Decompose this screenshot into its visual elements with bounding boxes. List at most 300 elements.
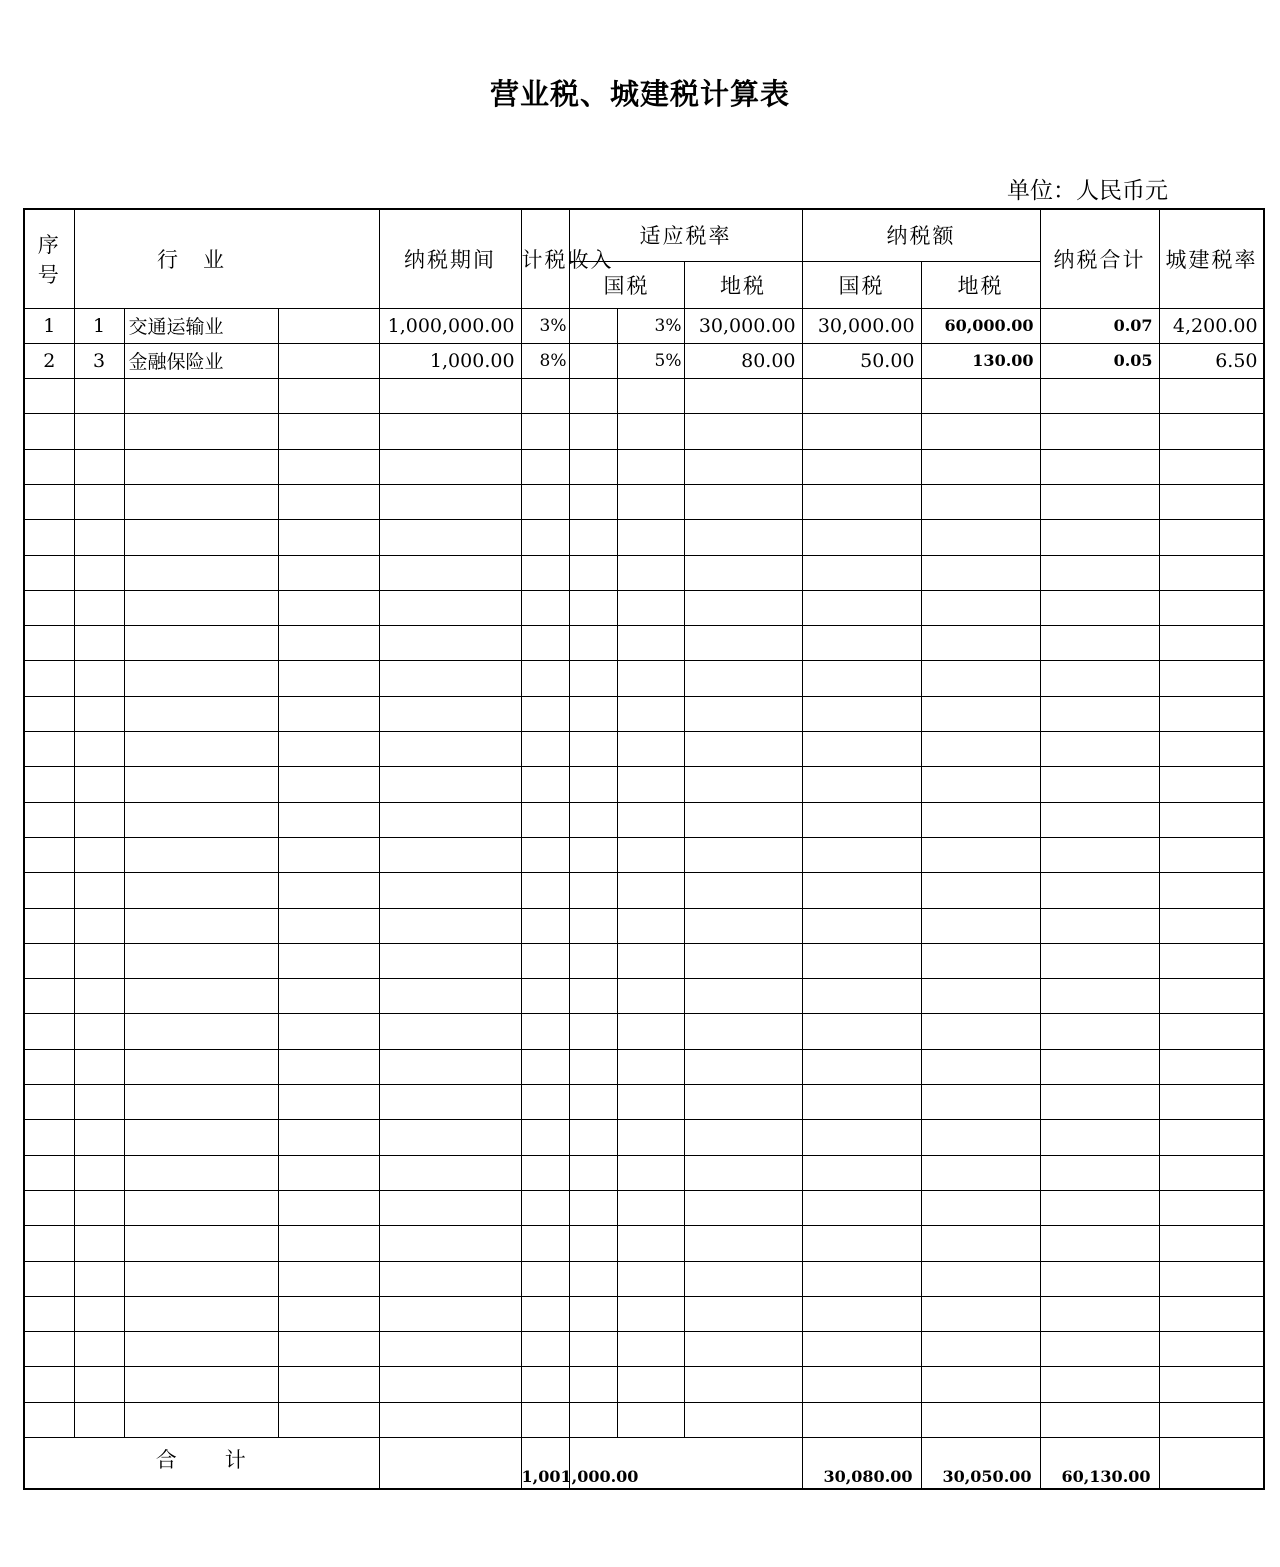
rate-national-cell	[521, 449, 569, 484]
income-cell	[379, 1367, 521, 1402]
seq-cell	[24, 943, 74, 978]
tax-local-cell	[802, 1402, 921, 1437]
period-cell	[278, 484, 379, 519]
tax-local-cell	[802, 837, 921, 872]
empty-row	[24, 520, 1264, 555]
industry-cell	[124, 555, 278, 590]
tax-total-cell	[921, 484, 1040, 519]
code-cell	[74, 626, 124, 661]
tax-national-cell	[684, 449, 802, 484]
code-cell	[74, 449, 124, 484]
rate-blank-cell	[569, 661, 617, 696]
rate-national-cell	[521, 484, 569, 519]
rate-local-cell	[617, 449, 684, 484]
tax-total-cell	[921, 1332, 1040, 1367]
city-rate-cell	[1040, 590, 1159, 625]
city-tax-cell	[1159, 661, 1264, 696]
tax-national-cell	[684, 626, 802, 661]
code-cell	[74, 1226, 124, 1261]
code-cell	[74, 767, 124, 802]
tax-total-cell	[921, 873, 1040, 908]
seq-cell	[24, 1296, 74, 1331]
table-row	[24, 343, 1264, 378]
tax-national-cell	[684, 1155, 802, 1190]
income-cell	[379, 1261, 521, 1296]
period-cell	[278, 837, 379, 872]
industry-cell	[124, 1120, 278, 1155]
empty-row	[24, 873, 1264, 908]
rate-national-cell	[521, 943, 569, 978]
city-tax-cell	[1159, 873, 1264, 908]
industry-cell	[124, 732, 278, 767]
seq-cell	[24, 1085, 74, 1120]
city-tax-cell	[1159, 626, 1264, 661]
seq-cell	[24, 1226, 74, 1261]
city-tax-cell	[1159, 1226, 1264, 1261]
rate-blank-cell	[569, 379, 617, 414]
tax-local-cell	[802, 873, 921, 908]
period-cell	[278, 979, 379, 1014]
empty-row	[24, 1120, 1264, 1155]
income-cell: 1,000,000.00	[379, 308, 521, 343]
empty-row	[24, 1014, 1264, 1049]
rate-blank-cell	[569, 590, 617, 625]
tax-total-cell	[921, 661, 1040, 696]
industry-cell	[124, 449, 278, 484]
industry-cell: 交通运输业	[124, 308, 278, 343]
rate-blank-cell	[569, 802, 617, 837]
empty-row	[24, 1402, 1264, 1437]
empty-row	[24, 802, 1264, 837]
header-rate-local: 地税	[684, 261, 802, 308]
city-tax-cell	[1159, 1155, 1264, 1190]
tax-local-cell	[802, 590, 921, 625]
period-cell	[278, 1085, 379, 1120]
rate-blank-cell	[569, 1085, 617, 1120]
city-rate-cell	[1040, 732, 1159, 767]
city-tax-cell	[1159, 414, 1264, 449]
code-cell	[74, 1332, 124, 1367]
city-tax-cell	[1159, 590, 1264, 625]
city-rate-cell	[1040, 1332, 1159, 1367]
tax-national-cell	[684, 590, 802, 625]
tax-total-cell	[921, 555, 1040, 590]
industry-cell	[124, 1226, 278, 1261]
tax-local-cell	[802, 1085, 921, 1120]
rate-national-cell	[521, 1402, 569, 1437]
empty-row	[24, 979, 1264, 1014]
total-tax-local: 30,050.00	[921, 1438, 1040, 1490]
tax-local-cell	[802, 1332, 921, 1367]
tax-total-cell	[921, 414, 1040, 449]
tax-national-cell	[684, 1014, 802, 1049]
rate-local-cell	[617, 1402, 684, 1437]
rate-blank-cell	[569, 1049, 617, 1084]
rate-local-cell	[617, 1332, 684, 1367]
rate-local-cell	[617, 379, 684, 414]
city-rate-cell	[1040, 1226, 1159, 1261]
tax-total-cell	[921, 379, 1040, 414]
tax-total-cell: 130.00	[921, 343, 1040, 378]
income-cell	[379, 555, 521, 590]
seq-cell	[24, 1261, 74, 1296]
city-rate-cell	[1040, 1261, 1159, 1296]
rate-local-cell	[617, 590, 684, 625]
city-rate-cell	[1040, 379, 1159, 414]
income-cell	[379, 1402, 521, 1437]
city-rate-cell	[1040, 661, 1159, 696]
city-rate-cell	[1040, 696, 1159, 731]
rate-national-cell	[521, 837, 569, 872]
industry-cell	[124, 837, 278, 872]
header-period: 纳税期间	[379, 209, 521, 308]
rate-national-cell	[521, 1049, 569, 1084]
tax-total-cell	[921, 1402, 1040, 1437]
empty-row	[24, 1085, 1264, 1120]
header-industry: 行 业	[74, 209, 379, 308]
income-cell	[379, 1085, 521, 1120]
rate-blank-cell	[569, 308, 617, 343]
tax-local-cell	[802, 661, 921, 696]
period-cell	[278, 1120, 379, 1155]
rate-national-cell	[521, 1332, 569, 1367]
period-cell	[278, 873, 379, 908]
city-tax-cell	[1159, 379, 1264, 414]
city-tax-cell	[1159, 555, 1264, 590]
tax-total-cell	[921, 1120, 1040, 1155]
empty-row	[24, 555, 1264, 590]
tax-total-cell	[921, 520, 1040, 555]
tax-total-cell	[921, 1226, 1040, 1261]
seq-cell	[24, 555, 74, 590]
tax-national-cell	[684, 732, 802, 767]
code-cell	[74, 520, 124, 555]
income-cell	[379, 696, 521, 731]
city-rate-cell	[1040, 837, 1159, 872]
rate-local-cell	[617, 1085, 684, 1120]
header-rate: 适应税率	[569, 209, 802, 261]
tax-national-cell: 30,000.00	[684, 308, 802, 343]
period-cell	[278, 1049, 379, 1084]
period-cell	[278, 802, 379, 837]
city-tax-cell	[1159, 1120, 1264, 1155]
income-cell	[379, 1014, 521, 1049]
total-period	[379, 1438, 521, 1490]
city-rate-cell	[1040, 1402, 1159, 1437]
empty-row	[24, 1261, 1264, 1296]
rate-local-cell	[617, 1014, 684, 1049]
industry-cell	[124, 1014, 278, 1049]
city-tax-cell	[1159, 1190, 1264, 1225]
rate-national-cell	[521, 1085, 569, 1120]
tax-local-cell	[802, 1014, 921, 1049]
code-cell	[74, 484, 124, 519]
seq-cell	[24, 590, 74, 625]
tax-total-cell	[921, 802, 1040, 837]
city-rate-cell	[1040, 1120, 1159, 1155]
tax-total-cell	[921, 1296, 1040, 1331]
rate-local-cell	[617, 555, 684, 590]
income-cell	[379, 732, 521, 767]
seq-cell	[24, 449, 74, 484]
city-rate-cell	[1040, 802, 1159, 837]
industry-cell	[124, 979, 278, 1014]
code-cell	[74, 943, 124, 978]
rate-blank-cell	[569, 732, 617, 767]
tax-total-cell	[921, 449, 1040, 484]
industry-cell	[124, 767, 278, 802]
empty-row	[24, 908, 1264, 943]
city-tax-cell	[1159, 1261, 1264, 1296]
tax-national-cell	[684, 484, 802, 519]
period-cell	[278, 308, 379, 343]
rate-national-cell	[521, 732, 569, 767]
rate-blank-cell	[569, 1014, 617, 1049]
rate-local-cell	[617, 696, 684, 731]
tax-national-cell	[684, 1261, 802, 1296]
seq-cell	[24, 414, 74, 449]
rate-blank-cell	[569, 1226, 617, 1261]
period-cell	[278, 1367, 379, 1402]
tax-local-cell	[802, 484, 921, 519]
industry-cell	[124, 520, 278, 555]
city-tax-cell	[1159, 696, 1264, 731]
industry-cell	[124, 1261, 278, 1296]
income-cell	[379, 1226, 521, 1261]
city-rate-cell	[1040, 1014, 1159, 1049]
income-cell	[379, 661, 521, 696]
city-rate-cell	[1040, 1367, 1159, 1402]
city-tax-cell	[1159, 1085, 1264, 1120]
rate-national-cell	[521, 626, 569, 661]
seq-cell	[24, 1190, 74, 1225]
rate-national-cell	[521, 979, 569, 1014]
tax-national-cell	[684, 414, 802, 449]
tax-total-cell	[921, 1190, 1040, 1225]
income-cell	[379, 414, 521, 449]
rate-local-cell	[617, 1049, 684, 1084]
city-rate-cell	[1040, 1049, 1159, 1084]
seq-cell	[24, 626, 74, 661]
period-cell	[278, 1226, 379, 1261]
rate-local-cell	[617, 1120, 684, 1155]
tax-total-cell	[921, 943, 1040, 978]
seq-cell	[24, 484, 74, 519]
empty-row	[24, 661, 1264, 696]
rate-national-cell: 3%	[521, 308, 569, 343]
city-tax-cell: 6.50	[1159, 343, 1264, 378]
industry-cell	[124, 908, 278, 943]
tax-total-cell	[921, 626, 1040, 661]
rate-national-cell	[521, 590, 569, 625]
code-cell	[74, 661, 124, 696]
tax-national-cell	[684, 696, 802, 731]
rate-national-cell	[521, 1014, 569, 1049]
city-tax-cell	[1159, 1296, 1264, 1331]
header-seq: 序 号	[24, 209, 74, 308]
code-cell: 1	[74, 308, 124, 343]
seq-cell	[24, 837, 74, 872]
tax-total-cell	[921, 837, 1040, 872]
rate-blank-cell	[569, 1402, 617, 1437]
rate-local-cell	[617, 767, 684, 802]
tax-local-cell	[802, 449, 921, 484]
seq-cell	[24, 696, 74, 731]
rate-local-cell	[617, 1226, 684, 1261]
header-city-rate: 城建税率	[1159, 209, 1264, 308]
tax-national-cell	[684, 873, 802, 908]
tax-national-cell	[684, 1120, 802, 1155]
tax-total-cell	[921, 1014, 1040, 1049]
income-cell	[379, 767, 521, 802]
city-tax-cell	[1159, 449, 1264, 484]
industry-cell	[124, 943, 278, 978]
rate-local-cell	[617, 1155, 684, 1190]
tax-total-cell	[921, 590, 1040, 625]
rate-local-cell	[617, 908, 684, 943]
tax-national-cell	[684, 520, 802, 555]
code-cell: 3	[74, 343, 124, 378]
income-cell: 1,000.00	[379, 343, 521, 378]
tax-national-cell	[684, 1226, 802, 1261]
tax-national-cell	[684, 767, 802, 802]
tax-total-cell	[921, 908, 1040, 943]
seq-cell	[24, 1402, 74, 1437]
tax-national-cell	[684, 555, 802, 590]
rate-local-cell	[617, 1367, 684, 1402]
code-cell	[74, 1190, 124, 1225]
tax-local-cell	[802, 520, 921, 555]
tax-total-cell	[921, 767, 1040, 802]
city-tax-cell	[1159, 908, 1264, 943]
city-tax-cell	[1159, 943, 1264, 978]
code-cell	[74, 1296, 124, 1331]
tax-local-cell	[802, 943, 921, 978]
city-rate-cell	[1040, 1085, 1159, 1120]
industry-cell: 金融保险业	[124, 343, 278, 378]
code-cell	[74, 590, 124, 625]
period-cell	[278, 379, 379, 414]
seq-cell	[24, 379, 74, 414]
industry-cell	[124, 1367, 278, 1402]
empty-row	[24, 626, 1264, 661]
city-tax-cell	[1159, 1367, 1264, 1402]
tax-local-cell: 30,000.00	[802, 308, 921, 343]
seq-cell	[24, 520, 74, 555]
rate-local-cell	[617, 873, 684, 908]
income-cell	[379, 908, 521, 943]
city-tax-cell	[1159, 1402, 1264, 1437]
rate-blank-cell	[569, 520, 617, 555]
seq-cell	[24, 1332, 74, 1367]
code-cell	[74, 1085, 124, 1120]
rate-blank-cell	[569, 1120, 617, 1155]
city-rate-cell	[1040, 1296, 1159, 1331]
industry-cell	[124, 1155, 278, 1190]
period-cell	[278, 943, 379, 978]
industry-cell	[124, 590, 278, 625]
industry-cell	[124, 484, 278, 519]
city-rate-cell	[1040, 555, 1159, 590]
income-cell	[379, 1190, 521, 1225]
income-cell	[379, 873, 521, 908]
rate-local-cell	[617, 1261, 684, 1296]
tax-total-cell	[921, 696, 1040, 731]
rate-national-cell	[521, 696, 569, 731]
rate-local-cell: 3%	[617, 308, 684, 343]
header-tax-amount: 纳税额	[802, 209, 1040, 261]
header-rate-national: 国税	[569, 261, 684, 308]
tax-local-cell	[802, 1296, 921, 1331]
tax-local-cell	[802, 1367, 921, 1402]
tax-local-cell	[802, 1120, 921, 1155]
industry-cell	[124, 1332, 278, 1367]
code-cell	[74, 1120, 124, 1155]
empty-row	[24, 1296, 1264, 1331]
rate-blank-cell	[569, 696, 617, 731]
rate-national-cell	[521, 767, 569, 802]
code-cell	[74, 379, 124, 414]
code-cell	[74, 1014, 124, 1049]
city-tax-cell	[1159, 1014, 1264, 1049]
seq-cell	[24, 873, 74, 908]
tax-national-cell	[684, 837, 802, 872]
header-tax-local: 地税	[921, 261, 1040, 308]
code-cell	[74, 555, 124, 590]
seq-cell: 1	[24, 308, 74, 343]
period-cell	[278, 1296, 379, 1331]
city-rate-cell	[1040, 1155, 1159, 1190]
period-cell	[278, 414, 379, 449]
income-cell	[379, 1120, 521, 1155]
tax-national-cell	[684, 1296, 802, 1331]
period-cell	[278, 696, 379, 731]
rate-local-cell: 5%	[617, 343, 684, 378]
total-tax-national: 30,080.00	[802, 1438, 921, 1490]
period-cell	[278, 590, 379, 625]
city-rate-cell	[1040, 1190, 1159, 1225]
code-cell	[74, 414, 124, 449]
seq-cell	[24, 732, 74, 767]
city-tax-cell	[1159, 837, 1264, 872]
income-cell	[379, 520, 521, 555]
empty-row	[24, 590, 1264, 625]
tax-local-cell	[802, 802, 921, 837]
rate-blank-cell	[569, 449, 617, 484]
code-cell	[74, 837, 124, 872]
tax-local-cell	[802, 696, 921, 731]
unit-label: 单位：人民币元	[1007, 178, 1168, 204]
period-cell	[278, 1261, 379, 1296]
empty-row	[24, 414, 1264, 449]
tax-total-cell	[921, 979, 1040, 1014]
tax-local-cell	[802, 626, 921, 661]
income-cell	[379, 1332, 521, 1367]
tax-national-cell	[684, 1049, 802, 1084]
header-taxable-income: 计税收入	[521, 209, 569, 308]
header-total: 纳税合计	[1040, 209, 1159, 308]
empty-row	[24, 379, 1264, 414]
seq-cell	[24, 1367, 74, 1402]
city-rate-cell: 0.07	[1040, 308, 1159, 343]
industry-cell	[124, 1085, 278, 1120]
city-rate-cell	[1040, 626, 1159, 661]
seq-cell	[24, 1155, 74, 1190]
tax-national-cell	[684, 661, 802, 696]
period-cell	[278, 449, 379, 484]
seq-cell	[24, 802, 74, 837]
code-cell	[74, 732, 124, 767]
